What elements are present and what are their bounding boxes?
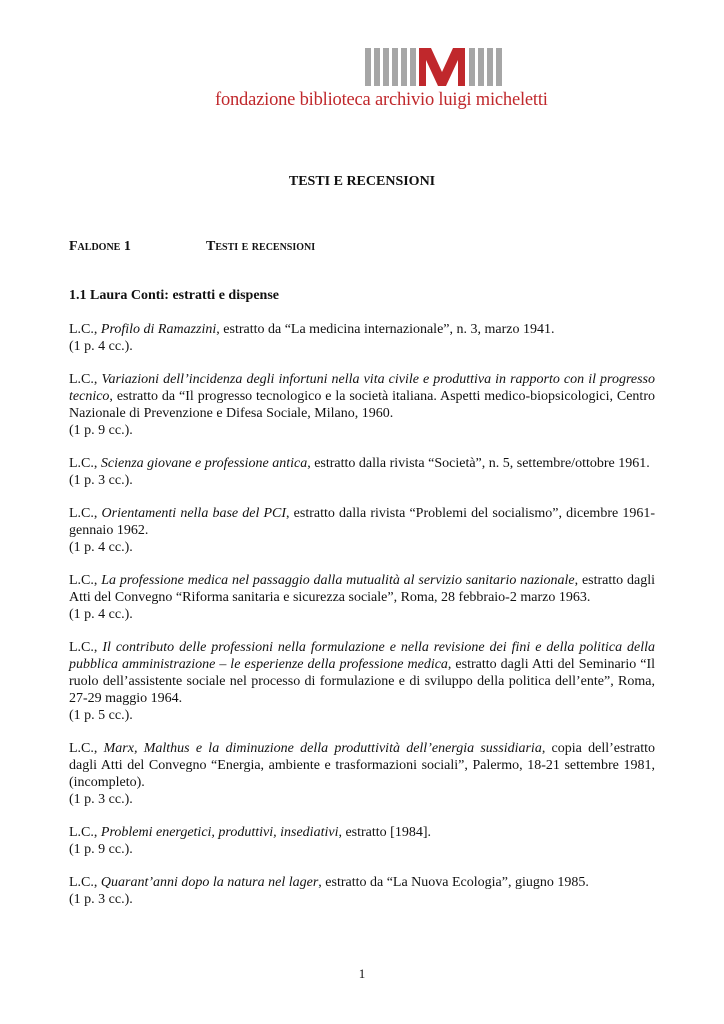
entry-details: , estratto dalla rivista “Problemi del socialismo”, dicembre 1961-gennaio 1962. — [69, 506, 655, 538]
entry-title: Marx, Malthus e la diminuzione della produttività dell’energia sussidiaria — [103, 741, 542, 756]
faldone-description: Testi e recensioni — [206, 239, 316, 254]
entry-title: Variazioni dell’incidenza degli infortuni nella vita civile e produttiva in rapporto con il progresso tecnico — [69, 372, 655, 404]
entry-author: L.C., — [69, 573, 98, 588]
faldone-label: Faldone 1 — [69, 239, 131, 254]
page-number: 1 — [358, 966, 366, 981]
entry-author: L.C., — [69, 741, 98, 756]
entry-title: Scienza giovane e professione antica — [100, 456, 308, 471]
entry-author: L.C., — [69, 372, 98, 387]
entry-details: , estratto dagli Atti del Convegno “Riforma sanitaria e sicurezza sociale”, Roma, 28 febbraio-2 marzo 1963. — [69, 573, 655, 605]
foundation-logo — [215, 48, 548, 110]
entry-title: Profilo di Ramazzini — [100, 322, 217, 337]
logo-mark — [215, 48, 515, 88]
entry-details: , estratto da “Il progresso tecnologico e la società italiana. Aspetti medico-biopsicologici, Centro Nazionale di Prevenzione e Difesa Sociale, Milano, 1960. — [69, 389, 655, 421]
entry-details: , estratto [1984]. — [338, 825, 431, 840]
list-item — [69, 874, 655, 908]
entry-author: L.C., — [69, 640, 98, 655]
entry-pages: (1 p. 5 cc.). — [69, 708, 133, 723]
entry-author: L.C., — [69, 825, 98, 840]
entry-author: L.C., — [69, 456, 98, 471]
list-item — [69, 740, 655, 808]
list-item — [69, 639, 655, 724]
entry-author: L.C., — [69, 322, 98, 337]
entry-title: Quarant’anni dopo la natura nel lager — [100, 875, 319, 890]
entry-pages: (1 p. 4 cc.). — [69, 339, 133, 354]
entry-pages: (1 p. 4 cc.). — [69, 540, 133, 555]
list-item — [69, 505, 655, 556]
entry-pages: (1 p. 4 cc.). — [69, 607, 133, 622]
entry-pages: (1 p. 9 cc.). — [69, 423, 133, 438]
entry-title: Orientamenti nella base del PCI — [101, 506, 287, 521]
entry-details: , copia dell’estratto dagli Atti del Convegno “Energia, ambiente e trasformazioni sociali”, Palermo, 18-21 settembre 1981, (incompleto). — [69, 741, 655, 790]
entry-details: , estratto da “La medicina internazionale”, n. 3, marzo 1941. — [216, 322, 555, 337]
entry-details: , estratto da “La Nuova Ecologia”, giugno 1985. — [318, 875, 589, 890]
entry-pages: (1 p. 9 cc.). — [69, 842, 133, 857]
entry-title: Problemi energetici, produttivi, insediativi — [100, 825, 339, 840]
entry-pages: (1 p. 3 cc.). — [69, 473, 133, 488]
list-item — [69, 824, 655, 858]
entry-details: , estratto dagli Atti del Seminario “Il ruolo dell’assistente sociale nel processo di formulazione e di sviluppo della politica dell’ente”, Roma, 27-29 maggio 1964. — [69, 657, 655, 706]
page-title: TESTI E RECENSIONI — [288, 174, 436, 189]
list-item — [69, 572, 655, 623]
list-item — [69, 321, 655, 355]
entries-list — [69, 321, 655, 924]
list-item — [69, 455, 655, 489]
entry-title: La professione medica nel passaggio dalla mutualità al servizio sanitario nazionale — [101, 573, 575, 588]
entry-author: L.C., — [69, 875, 98, 890]
entry-pages: (1 p. 3 cc.). — [69, 792, 133, 807]
logo-text: fondazione biblioteca archivio luigi micheletti — [215, 90, 548, 110]
entry-author: L.C., — [69, 506, 98, 521]
entry-title: Il contributo delle professioni nella formulazione e nella revisione dei fini e della politica della pubblica amministrazione – le esperienze della professione medica — [69, 640, 656, 672]
list-item — [69, 371, 655, 439]
logo-letter-m — [419, 48, 465, 86]
entry-pages: (1 p. 3 cc.). — [69, 892, 133, 907]
section-title: 1.1 Laura Conti: estratti e dispense — [69, 288, 279, 303]
entry-details: , estratto dalla rivista “Società”, n. 5, settembre/ottobre 1961. — [307, 456, 650, 471]
